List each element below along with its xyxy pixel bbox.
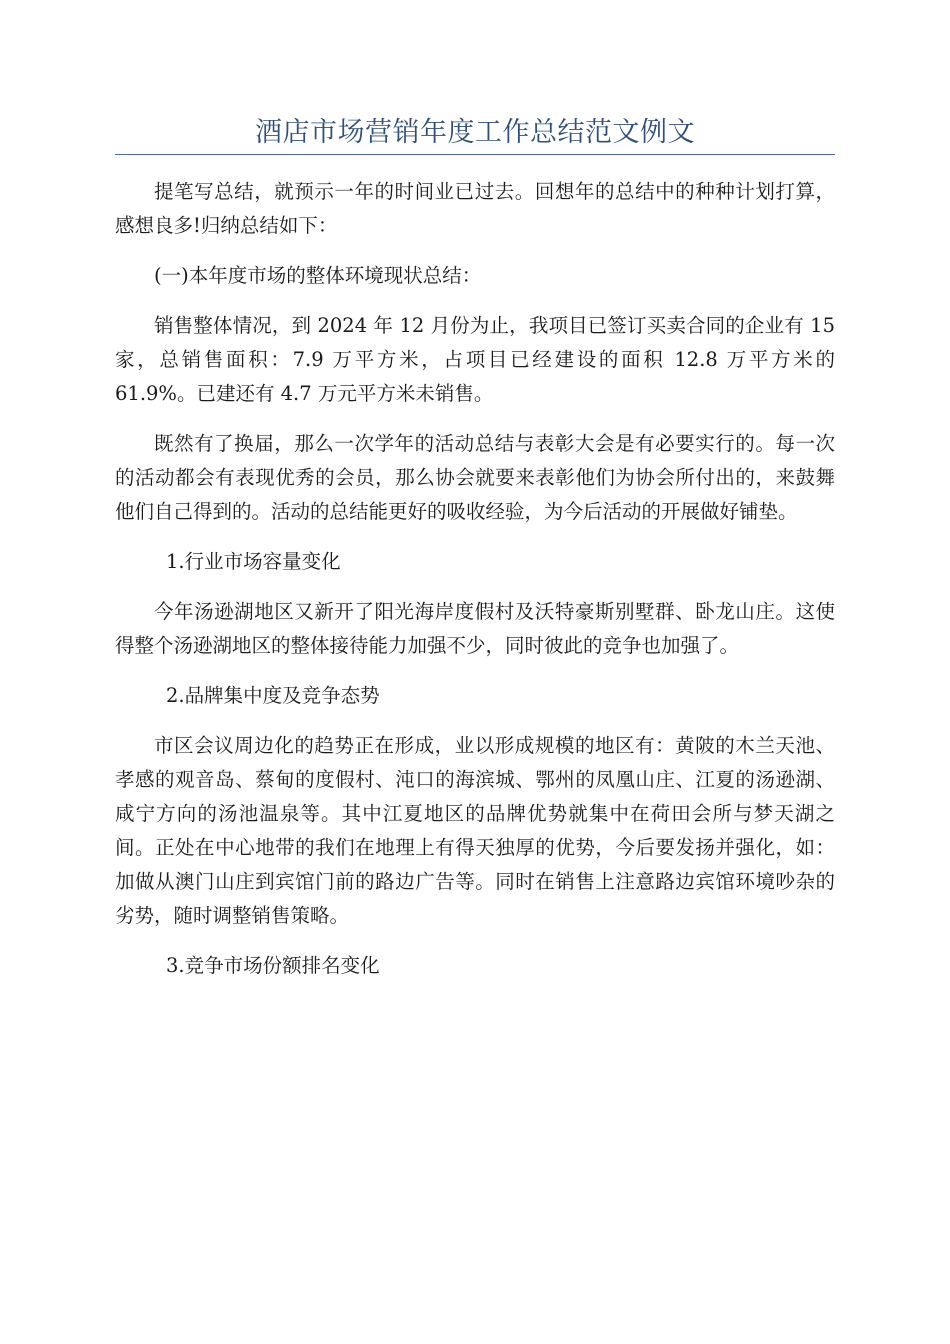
subheading-brand-competition: 2.品牌集中度及竞争态势 <box>166 684 380 707</box>
document-title: 酒店市场营销年度工作总结范文例文 <box>255 117 695 148</box>
intro-paragraph: 提笔写总结，就预示一年的时间业已过去。回想年的总结中的种种计划打算，感想良多!归纳总结如下： <box>115 180 835 237</box>
brand-competition-paragraph: 市区会议周边化的趋势正在形成，业以形成规模的地区有：黄陂的木兰天池、孝感的观音岛、蔡甸的度假村、沌口的海滨城、鄂州的凤凰山庄、江夏的汤逊湖、咸宁方向的汤池温泉等。其中江夏地区的品牌优势就集中在荷田会所与梦天湖之间。正处在中心地带的我们在地理上有得天独厚的优势，今后要发扬并强化，如：加做从澳门山庄到宾馆门前的路边广告等。同时在销售上注意路边宾馆环境吵杂的劣势，随时调整销售策略。 <box>115 734 835 927</box>
section-heading-1: (一)本年度市场的整体环境现状总结： <box>154 264 482 287</box>
title-underline <box>115 154 835 155</box>
subheading-market-capacity: 1.行业市场容量变化 <box>166 550 341 573</box>
document-body <box>115 175 835 999</box>
subheading-market-share: 3.竞争市场份额排名变化 <box>166 954 380 977</box>
sales-overview-paragraph: 销售整体情况，到 2024 年 12 月份为止，我项目已签订买卖合同的企业有 15 家，总销售面积：7.9 万平方米，占项目已经建设的面积 12.8 万平方米的 61.9%。已建还有 4.7 万元平方米未销售。 <box>115 314 835 405</box>
market-capacity-paragraph: 今年汤逊湖地区又新开了阳光海岸度假村及沃特豪斯别墅群、卧龙山庄。这使得整个汤逊湖地区的整体接待能力加强不少，同时彼此的竞争也加强了。 <box>115 600 835 657</box>
activity-summary-paragraph: 既然有了换届，那么一次学年的活动总结与表彰大会是有必要实行的。每一次的活动都会有表现优秀的会员，那么协会就要来表彰他们为协会所付出的，来鼓舞他们自己得到的。活动的总结能更好的吸收经验，为今后活动的开展做好铺垫。 <box>115 432 835 523</box>
